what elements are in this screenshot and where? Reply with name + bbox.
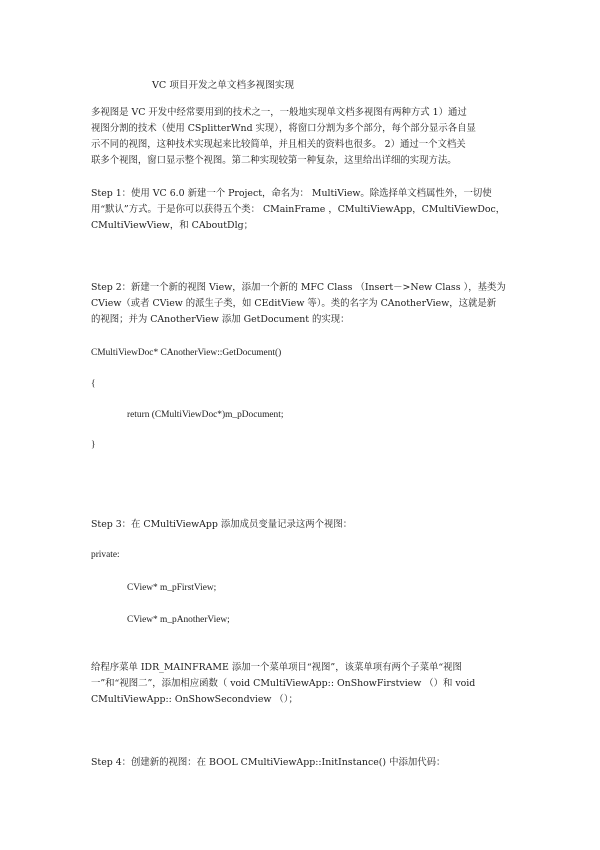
step3-heading: Step 3：在 CMultiViewApp 添加成员变量记录这两个视图： [91, 519, 353, 530]
code-signature: CMultiViewDoc* CAnotherView::GetDocument() [91, 348, 282, 358]
step2-line-1: Step 2：新建一个新的视图 View，添加一个新的 MFC Class （Insert－>New Class ），基类为 [91, 282, 506, 293]
menu-line-3: CMultiViewApp:: OnShowSecondview （）； [91, 694, 298, 705]
step3-member-first-view: CView* m_pFirstView; [127, 583, 217, 593]
code-return-statement: return (CMultiViewDoc*)m_pDocument; [127, 410, 284, 420]
menu-line-1: 给程序菜单 IDR_MAINFRAME 添加一个菜单项目“视图”，该菜单项有两个子菜单“视图 [91, 662, 462, 673]
step4-line: Step 4：创建新的视图：在 BOOL CMultiViewApp::InitInstance() 中添加代码： [91, 757, 446, 768]
step1-line-1: Step 1：使用 VC 6.0 新建一个 Project，命名为： MultiView。除选择单文档属性外，一切使 [91, 188, 492, 199]
step2-line-3: 的视图；并为 CAnotherView 添加 GetDocument 的实现： [91, 314, 350, 325]
code-close-brace: } [91, 440, 96, 450]
step3-access-specifier: private: [91, 550, 120, 560]
step3-member-another-view: CView* m_pAnotherView; [127, 615, 230, 625]
intro-line-2: 视图分割的技术（使用 CSplitterWnd 实现），将窗口分割为多个部分，每个部分显示各自显 [91, 123, 476, 134]
menu-line-2: 一”和“视图二”，添加相应函数（ void CMultiViewApp:: OnShowFirstview （）和 void [91, 678, 476, 689]
intro-line-4: 联多个视图，窗口显示整个视图。第二种实现较第一种复杂，这里给出详细的实现方法。 [91, 155, 457, 166]
document-title: VC 项目开发之单文档多视图实现 [152, 80, 295, 91]
intro-line-1: 多视图是 VC 开发中经常要用到的技术之一，一般地实现单文档多视图有两种方式 1）通过 [91, 107, 467, 118]
intro-line-3: 示不同的视图，这种技术实现起来比较简单，并且相关的资料也很多。 2）通过一个文档关 [91, 139, 466, 150]
step2-line-2: CView（或者 CView 的派生子类，如 CEditView 等）。类的名字为 CAnotherView，这就是新 [91, 298, 497, 309]
code-open-brace: { [91, 379, 96, 389]
step1-line-2: 用“默认”方式。于是你可以获得五个类： CMainFrame ，CMultiViewApp，CMultiViewDoc， [91, 204, 506, 215]
step1-line-3: CMultiViewView，和 CAboutDlg； [91, 220, 253, 231]
